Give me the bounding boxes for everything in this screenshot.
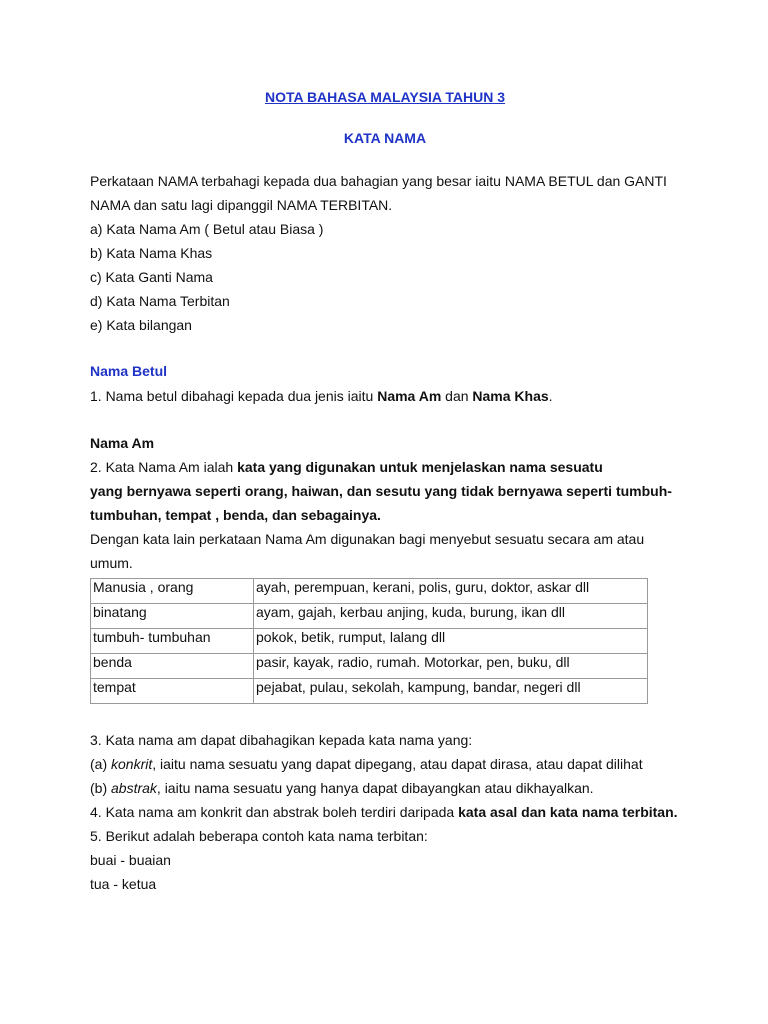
paragraph-2-line-3: tumbuhan, tempat , benda, dan sebagainya. [90,507,381,523]
point-4-bold: kata asal dan kata nama terbitan. [458,804,678,820]
paragraph-2-line-1 [90,458,603,476]
point-3a [90,755,643,773]
term-nama-khas: Nama Khas [472,388,549,404]
table-cell-category: tumbuh- tumbuhan [91,629,254,654]
example-2: tua - ketua [90,876,157,892]
intro-item-b: b) Kata Nama Khas [90,245,213,261]
paragraph-1 [90,387,553,405]
point-3b-text: , iaitu nama sesuatu yang hanya dapat dibayangkan atau dikhayalkan. [156,780,594,796]
paragraph-2-lead: 2. Kata Nama Am ialah [90,459,238,475]
point-4-text: 4. Kata nama am konkrit dan abstrak boleh terdiri daripada [90,804,459,820]
table-cell-examples: pejabat, pulau, sekolah, kampung, bandar, negeri dll [254,679,648,704]
term-abstrak: abstrak [111,780,157,796]
point-3b-marker: (b) [90,780,111,796]
point-5: 5. Berikut adalah beberapa contoh kata nama terbitan: [90,828,428,844]
table-cell-examples: pokok, betik, rumput, lalang dll [254,629,648,654]
point-3: 3. Kata nama am dapat dibahagikan kepada kata nama yang: [90,732,473,748]
intro-item-e: e) Kata bilangan [90,317,192,333]
paragraph-1-text: 1. Nama betul dibahagi kepada dua jenis iaitu [90,388,378,404]
paragraph-3-line-1: Dengan kata lain perkataan Nama Am digunakan bagi menyebut sesuatu secara am atau [90,531,645,547]
section-title-kata-nama: KATA NAMA [343,130,427,146]
intro-line-1: Perkataan NAMA terbahagi kepada dua bahagian yang besar iaitu NAMA BETUL dan GANTI [90,173,667,189]
paragraph-1-text-dan: dan [441,388,473,404]
table-cell-examples: ayah, perempuan, kerani, polis, guru, doktor, askar dll [254,579,648,604]
point-3b [90,779,594,797]
table-row [91,654,648,679]
document-title-text: NOTA BAHASA MALAYSIA TAHUN 3 [264,89,506,105]
table-cell-examples: ayam, gajah, kerbau anjing, kuda, burung, ikan dll [254,604,648,629]
table-cell-category: tempat [91,679,254,704]
kata-nama-am-table [90,578,648,704]
point-3a-text: , iaitu nama sesuatu yang dapat dipegang, atau dapat dirasa, atau dapat dilihat [152,756,643,772]
table-row [91,629,648,654]
table-row [91,604,648,629]
heading-nama-am: Nama Am [90,435,155,451]
point-4 [90,803,678,821]
intro-item-a: a) Kata Nama Am ( Betul atau Biasa ) [90,221,324,237]
paragraph-3-line-2: umum. [90,555,133,571]
intro-item-d: d) Kata Nama Terbitan [90,293,230,309]
table-cell-category: Manusia , orang [91,579,254,604]
table-cell-category: binatang [91,604,254,629]
paragraph-2-line-2: yang bernyawa seperti orang, haiwan, dan sesutu yang tidak bernyawa seperti tumbuh- [90,483,672,499]
table-row [91,579,648,604]
heading-nama-betul: Nama Betul [90,363,168,379]
table-cell-category: benda [91,654,254,679]
term-nama-am: Nama Am [377,388,442,404]
intro-item-c: c) Kata Ganti Nama [90,269,213,285]
paragraph-1-period: . [548,388,553,404]
table-cell-examples: pasir, kayak, radio, rumah. Motorkar, pen, buku, dll [254,654,648,679]
intro-line-2: NAMA dan satu lagi dipanggil NAMA TERBITAN. [90,197,393,213]
paragraph-2-bold: kata yang digunakan untuk menjelaskan nama sesuatu [237,459,603,475]
point-3a-marker: (a) [90,756,111,772]
document-title [90,89,680,105]
table-row [91,679,648,704]
term-konkrit: konkrit [111,756,153,772]
example-1: buai - buaian [90,852,171,868]
